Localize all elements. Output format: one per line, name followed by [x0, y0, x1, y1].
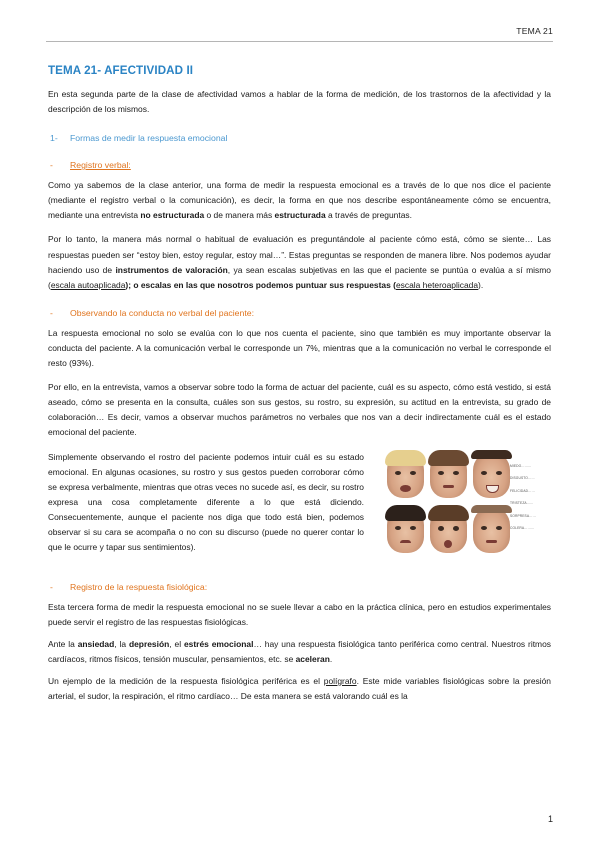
verbal-paragraph-2: Por lo tanto, la manera más normal o habitual de evaluación es preguntándole al paciente cómo está, cómo se siente… Las respuestas pueden ser “estoy bien, estoy regular, estoy mal…”. Estas preguntas se responden de manera libre. Nos podemos ayudar haciendo uso de instrumentos de valoración, ya sean escalas subjetivas en las que el paciente se puntúa o evalúa a sí mismo (escala autoaplicada); o escalas en las que nosotros podemos puntuar sus respuestas (escala heteroaplicada).	[48, 234, 551, 290]
face-image-happiness	[473, 452, 510, 498]
emotion-labels	[510, 460, 554, 536]
physio-paragraph-3: Un ejemplo de la medición de la respuesta fisiológica periférica es el polígrafo. Este mide variables fisiológicas sobre la presión arterial, el sudor, la respiración, el ritmo cardíaco… De esta manera se está valorando cuál es la	[48, 675, 552, 701]
physio-paragraph-1: Esta tercera forma de medir la respuesta emocional no se suele llevar a cabo en la práctica clínica, pero en estudios experimentales puede servir el registro de las respuestas fisiológicas.	[48, 601, 551, 627]
subheading-title: Registro verbal:	[70, 160, 131, 171]
face-image-fear	[387, 452, 424, 498]
emotion-label: MIEDO………	[510, 463, 532, 468]
bullet-dash: -	[50, 581, 53, 592]
intro-paragraph: En esta segunda parte de la clase de afectividad vamos a hablar de la forma de medición, de los trastornos de la afectividad y la descripción de los mismos.	[48, 89, 551, 115]
face-image-surprise	[430, 507, 467, 553]
page-header: TEMA 21	[516, 26, 553, 36]
nonverbal-paragraph-2: Por ello, en la entrevista, vamos a observar sobre todo la forma de actuar del paciente, cuál es su aspecto, cómo está vestido, si está aseado, cómo se presenta en la consulta, cuáles son sus gestos, su rostro, su expresión, su actitud en la entrevista, su grado de colaboración… Es decir, vamos a observar muchos parámetros no verbales que nos van a decir indirectamente cuál es el estado emocional del paciente.	[48, 382, 551, 438]
header-rule	[46, 41, 553, 42]
nonverbal-paragraph-1: La respuesta emocional no solo se evalúa con lo que nos cuenta el paciente, sino que también es muy importante observar la conducta del paciente. A la comunicación verbal le corresponde un 7%, mientras que a la comunicación no verbal le corresponde el resto (93%).	[48, 327, 551, 369]
physio-paragraph-2: Ante la ansiedad, la depresión, el estrés emocional… hay una respuesta fisiológica tanto periférica como central. Nuestros ritmos cardíacos, ritmos físicos, tensión muscular, pensamientos, etc. se aceleran.	[48, 638, 551, 664]
section-heading-1	[48, 133, 551, 143]
verbal-paragraph-1: Como ya sabemos de la clase anterior, una forma de medir la respuesta emocional es a través de lo que nos dice el paciente (mediante el registro verbal o la comunicación), es decir, la forma en que nos describe espontáneamente cómo se encuentra, mediante una entrevista no estructurada o de manera más estructurada a través de preguntas.	[48, 180, 551, 221]
document-title: TEMA 21- AFECTIVIDAD II	[48, 64, 194, 77]
bullet-dash: -	[50, 160, 53, 171]
face-image-anger	[473, 507, 510, 553]
emotion-label: COLERA………	[510, 526, 535, 531]
section-title: Formas de medir la respuesta emocional	[70, 133, 228, 144]
bullet-dash: -	[50, 307, 53, 318]
page-number: 1	[547, 814, 553, 824]
nonverbal-paragraph-3: Simplemente observando el rostro del paciente podemos intuir cuál es su estado emocional. En algunas ocasiones, su rostro y sus gestos pueden corroborar cómo se expresa verbalmente, mientras que otras veces no sucede así, es decir, su rostro expresa una cosa completamente diferente a lo que está diciendo. Consecuentemente, aunque el paciente nos diga que todo está bien, podemos observar si su cara se acompaña o no con su discurso (puede no querer contar lo que le ocurre y tapar sus sentimientos).	[48, 451, 364, 553]
face-image-sadness	[387, 507, 424, 553]
subheading-title: Observando la conducta no verbal del paciente:	[70, 307, 255, 318]
emotion-label: TRISTEZA……	[510, 501, 534, 506]
subheading-verbal	[48, 160, 551, 170]
emotion-label: SORPRESA……	[510, 513, 536, 518]
subheading-physiological	[48, 582, 551, 592]
subheading-nonverbal	[48, 308, 551, 318]
emotion-label: DISGUSTO……	[510, 476, 535, 481]
section-number: 1-	[50, 133, 58, 144]
face-image-disgust	[430, 452, 467, 498]
document-body	[48, 64, 551, 704]
emotion-label: FELICIDAD……	[510, 488, 535, 493]
faces-section	[48, 450, 551, 570]
facial-expressions-figure	[387, 450, 553, 557]
subheading-title: Registro de la respuesta fisiológica:	[70, 581, 208, 592]
